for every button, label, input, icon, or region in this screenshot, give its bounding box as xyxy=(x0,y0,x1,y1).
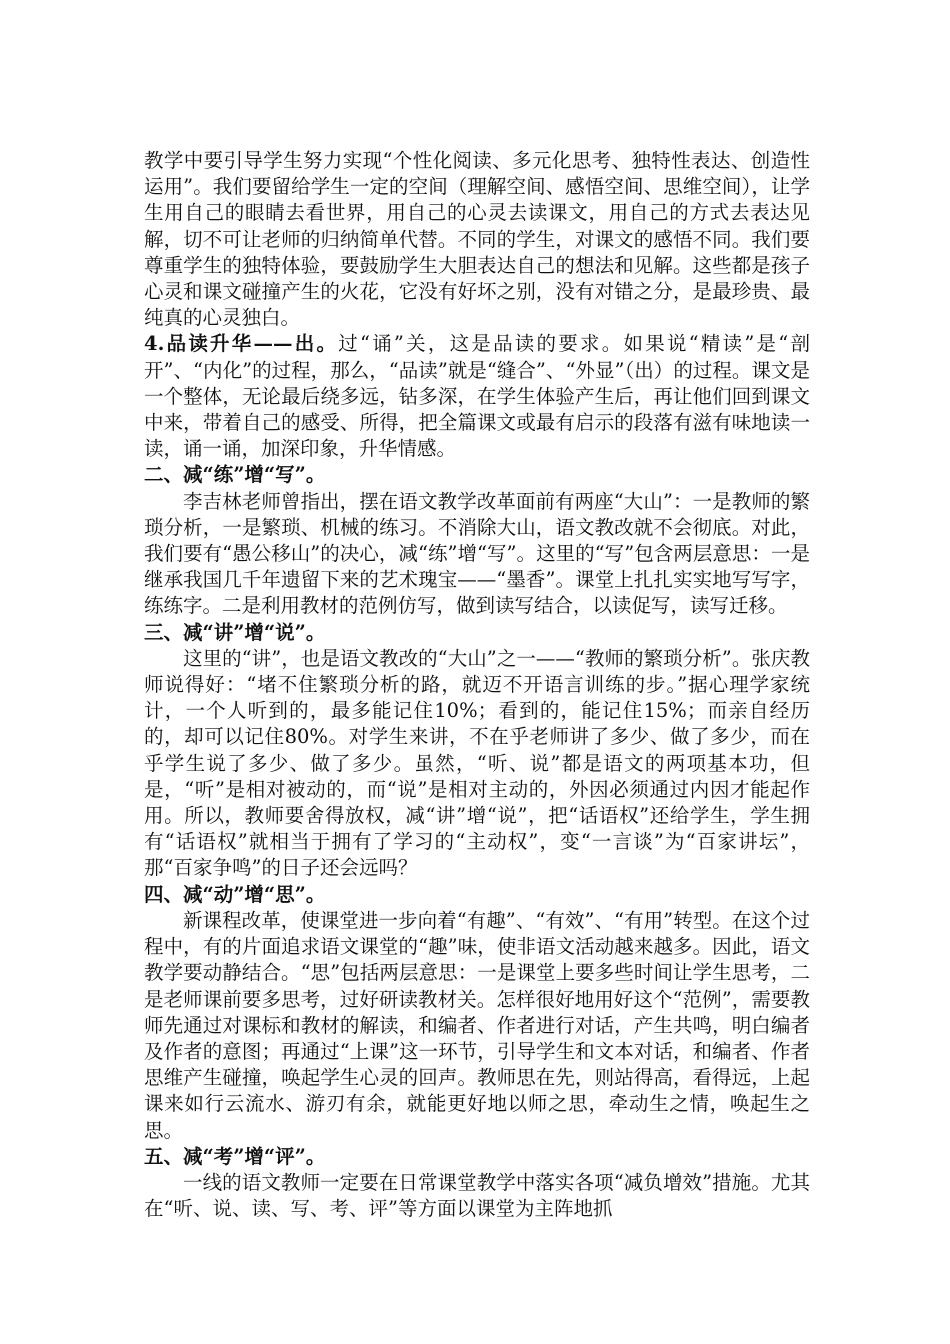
paragraph-text: 一线的语文教师一定要在日常课堂教学中落实各项“减负增效”措施。尤其在“听、说、读、写、考、评”等方面以课堂为主阵地抓 xyxy=(144,1170,810,1221)
paragraph-appreciative-reading xyxy=(144,331,810,462)
paragraph-activity-thinking xyxy=(144,908,810,1144)
paragraph-text: 李吉林老师曾指出，摆在语文教学改革面前有两座“大山”：一是教师的繁琐分析，一是繁琐、机械的练习。不消除大山，语文教改就不会彻底。对此，我们要有“愚公移山”的决心，减“练”增“写”。这里的“写”包含两层意思：一是继承我国几千年遗留下来的艺术瑰宝——“墨香”。课堂上扎扎实实地写写字，练练字。二是利用教材的范例仿写，做到读写结合，以读促写，读写迁移。 xyxy=(144,489,810,618)
section-heading-2: 二、减“练”增“写”。 xyxy=(144,463,326,487)
section-heading-5: 五、减“考”增“评”。 xyxy=(144,1144,326,1168)
section-heading-3: 三、减“讲”增“说”。 xyxy=(144,620,326,644)
paragraph-lecture-speaking xyxy=(144,646,810,882)
document-body xyxy=(144,148,810,1222)
section-heading-4: 四、减“动”增“思”。 xyxy=(144,882,326,906)
paragraph-text: 教学中要引导学生努力实现“个性化阅读、多元化思考、独特性表达、创造性运用”。我们要留给学生一定的空间（理解空间、感悟空间、思维空间），让学生用自己的眼睛去看世界，用自己的心灵去读课文，用自己的方式去表达见解，切不可让老师的归纳简单代替。不同的学生，对课文的感悟不同。我们要尊重学生的独特体验，要鼓励学生大胆表达自己的想法和见解。这些都是孩子心灵和课文碰撞产生的火花，它没有好坏之别，没有对错之分，是最珍贵、最纯真的心灵独白。 xyxy=(144,149,810,330)
paragraph-lead: 4.品读升华——出。 xyxy=(144,332,339,356)
paragraph-text: 过“诵”关，这是品读的要求。如果说“精读”是“剖开”、“内化”的过程，那么，“品读”就是“缝合”、“外显”（出）的过程。课文是一个整体，无论最后绕多远，钻多深，在学生体验产生后，再让他们回到课文中来，带着自己的感受、所得，把全篇课文或最有启示的段落有滋有味地读一读，诵一诵，加深印象，升华情感。 xyxy=(144,332,810,461)
paragraph-personalized-reading xyxy=(144,148,810,331)
paragraph-text: 这里的“讲”，也是语文教改的“大山”之一——“教师的繁琐分析”。张庆教师说得好：“堵不住繁琐分析的路，就迈不开语言训练的步。”据心理学家统计，一个人听到的，最多能记住10%；看到的，能记住15%；而亲自经历的，却可以记住80%。对学生来讲，不在乎老师讲了多少、做了多少，而在乎学生说了多少、做了多少。虽然，“听、说”都是语文的两项基本功，但是，“听”是相对被动的，而“说”是相对主动的，外因必须通过内因才能起作用。所以，教师要舍得放权，减“讲”增“说”，把“话语权”还给学生，学生拥有“话语权”就相当于拥有了学习的“主动权”，变“一言谈”为“百家讲坛”，那“百家争鸣”的日子还会远吗？ xyxy=(144,646,810,880)
paragraph-text: 新课程改革，使课堂进一步向着“有趣”、“有效”、“有用”转型。在这个过程中，有的片面追求语文课堂的“趣”味，使非语文活动越来越多。因此，语文教学要动静结合。“思”包括两层意思：一是课堂上要多些时间让学生思考，二是老师课前要多思考，过好研读教材关。怎样很好地用好这个“范例”，需要教师先通过对课标和教材的解读，和编者、作者进行对话，产生共鸣，明白编者及作者的意图；再通过“上课”这一环节，引导学生和文本对话，和编者、作者思维产生碰撞，唤起学生心灵的回声。教师思在先，则站得高，看得远，上起课来如行云流水、游刃有余，就能更好地以师之思，牵动生之情，唤起生之思。 xyxy=(144,908,810,1142)
paragraph-practice-writing xyxy=(144,489,810,620)
paragraph-exam-evaluation xyxy=(144,1170,810,1222)
